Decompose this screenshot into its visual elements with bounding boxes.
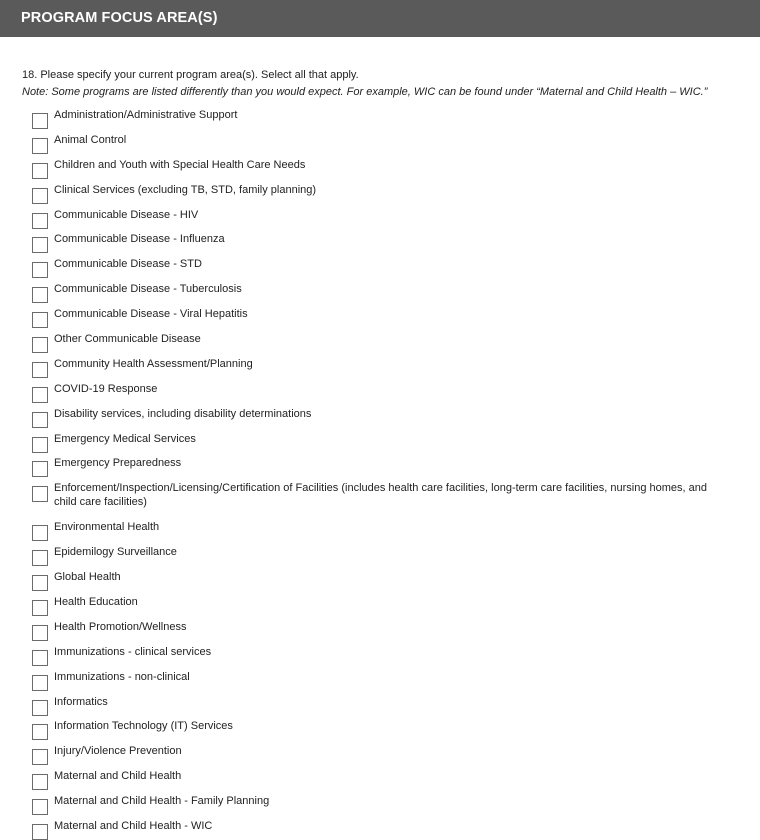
option-checkbox[interactable] xyxy=(32,774,48,790)
option-label[interactable]: Communicable Disease - Viral Hepatitis xyxy=(54,308,248,321)
option-label[interactable]: Emergency Preparedness xyxy=(54,457,182,470)
option-row[interactable] xyxy=(32,209,760,234)
option-row[interactable] xyxy=(32,233,760,258)
option-checkbox[interactable] xyxy=(32,237,48,253)
option-label[interactable]: Emergency Medical Services xyxy=(54,432,196,445)
section-title: PROGRAM FOCUS AREA(S) xyxy=(21,10,218,26)
option-label[interactable]: Communicable Disease - Tuberculosis xyxy=(54,283,242,296)
option-row[interactable] xyxy=(32,621,760,646)
option-checkbox[interactable] xyxy=(32,486,48,502)
option-checkbox[interactable] xyxy=(32,213,48,229)
option-row[interactable] xyxy=(32,283,760,308)
option-label[interactable]: Immunizations - clinical services xyxy=(54,645,212,658)
option-row[interactable] xyxy=(32,720,760,745)
option-checkbox[interactable] xyxy=(32,625,48,641)
option-row[interactable] xyxy=(32,521,760,546)
option-label[interactable]: Injury/Violence Prevention xyxy=(54,745,182,758)
option-label[interactable]: Environmental Health xyxy=(54,521,160,534)
option-checkbox[interactable] xyxy=(32,312,48,328)
option-row[interactable] xyxy=(32,358,760,383)
question-block xyxy=(0,68,760,840)
question-text: 18. Please specify your current program area(s). Select all that apply. xyxy=(22,69,359,81)
option-checkbox[interactable] xyxy=(32,188,48,204)
option-label[interactable]: Communicable Disease - HIV xyxy=(54,208,199,221)
option-label[interactable]: Administration/Administrative Support xyxy=(54,109,238,121)
option-label[interactable]: Enforcement/Inspection/Licensing/Certification of Facilities (includes health care facilities, long-term care facilities, nursing homes, and child care facilities) xyxy=(54,482,707,508)
option-checkbox[interactable] xyxy=(32,437,48,453)
option-checkbox[interactable] xyxy=(32,525,48,541)
option-checkbox[interactable] xyxy=(32,163,48,179)
option-row[interactable] xyxy=(32,109,760,134)
option-label[interactable]: Clinical Services (excluding TB, STD, family planning) xyxy=(54,183,317,196)
option-row[interactable] xyxy=(32,571,760,596)
option-row[interactable] xyxy=(32,770,760,795)
option-row[interactable] xyxy=(32,408,760,433)
option-row[interactable] xyxy=(32,596,760,621)
option-label[interactable]: Maternal and Child Health - WIC xyxy=(54,820,213,833)
option-row[interactable] xyxy=(32,433,760,458)
option-checkbox[interactable] xyxy=(32,262,48,278)
option-checkbox[interactable] xyxy=(32,650,48,666)
option-label[interactable]: Global Health xyxy=(54,571,121,584)
option-row[interactable] xyxy=(32,184,760,209)
section-header xyxy=(0,0,760,37)
option-label[interactable]: Maternal and Child Health xyxy=(54,770,182,783)
option-label[interactable]: Communicable Disease - STD xyxy=(54,258,202,271)
option-checkbox[interactable] xyxy=(32,575,48,591)
option-label[interactable]: Immunizations - non-clinical xyxy=(54,670,190,683)
option-checkbox[interactable] xyxy=(32,387,48,403)
option-row[interactable] xyxy=(32,159,760,184)
option-checkbox[interactable] xyxy=(32,600,48,616)
option-checkbox[interactable] xyxy=(32,550,48,566)
option-label[interactable]: Maternal and Child Health - Family Planning xyxy=(54,795,270,808)
option-row[interactable] xyxy=(32,383,760,408)
option-checkbox[interactable] xyxy=(32,138,48,154)
option-row[interactable] xyxy=(32,795,760,820)
option-row[interactable] xyxy=(32,258,760,283)
option-checkbox[interactable] xyxy=(32,412,48,428)
option-row[interactable] xyxy=(32,308,760,333)
option-row[interactable] xyxy=(32,646,760,671)
option-row[interactable] xyxy=(32,134,760,159)
option-row[interactable] xyxy=(32,671,760,696)
option-label[interactable]: Information Technology (IT) Services xyxy=(54,720,233,733)
option-label[interactable]: Health Education xyxy=(54,596,138,609)
option-label[interactable]: Communicable Disease - Influenza xyxy=(54,233,225,246)
question-note: Note: Some programs are listed differently than you would expect. For example, WIC can be found under “Maternal and Child Health – WIC.” xyxy=(22,86,708,98)
option-label[interactable]: Community Health Assessment/Planning xyxy=(54,357,253,370)
option-checkbox[interactable] xyxy=(32,362,48,378)
option-row[interactable] xyxy=(32,457,760,482)
option-label[interactable]: Health Promotion/Wellness xyxy=(54,620,187,633)
option-label[interactable]: Epidemilogy Surveillance xyxy=(54,546,177,559)
options-list xyxy=(22,109,760,840)
option-checkbox[interactable] xyxy=(32,113,48,129)
option-checkbox[interactable] xyxy=(32,700,48,716)
option-checkbox[interactable] xyxy=(32,287,48,303)
option-checkbox[interactable] xyxy=(32,749,48,765)
option-label[interactable]: Other Communicable Disease xyxy=(54,333,201,346)
option-checkbox[interactable] xyxy=(32,461,48,477)
option-row[interactable] xyxy=(32,820,760,840)
option-checkbox[interactable] xyxy=(32,824,48,840)
option-checkbox[interactable] xyxy=(32,799,48,815)
option-row[interactable] xyxy=(32,546,760,571)
option-label[interactable]: Informatics xyxy=(54,695,108,708)
option-label[interactable]: Disability services, including disability determinations xyxy=(54,407,312,420)
option-label[interactable]: Children and Youth with Special Health Care Needs xyxy=(54,158,306,171)
option-row[interactable] xyxy=(32,333,760,358)
option-row[interactable] xyxy=(32,482,760,521)
option-checkbox[interactable] xyxy=(32,724,48,740)
option-label[interactable]: Animal Control xyxy=(54,133,127,146)
option-checkbox[interactable] xyxy=(32,337,48,353)
option-row[interactable] xyxy=(32,745,760,770)
option-label[interactable]: COVID-19 Response xyxy=(54,382,158,395)
option-checkbox[interactable] xyxy=(32,675,48,691)
option-row[interactable] xyxy=(32,696,760,721)
